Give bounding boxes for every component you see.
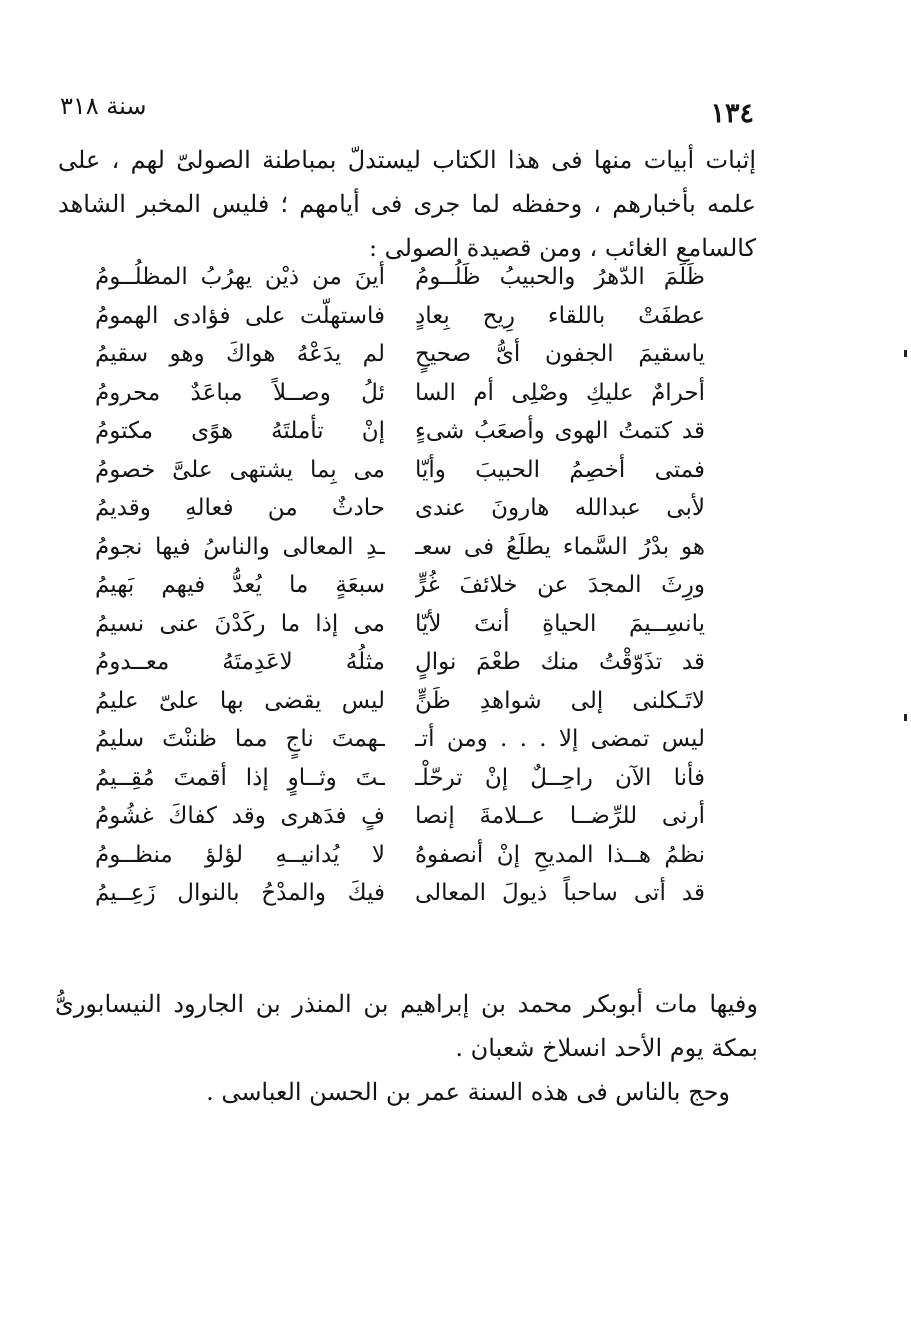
verse-second-hemistich: فاستهلّت على فؤادى الهمومُ [95,302,385,329]
verse-first-hemistich: أرنى للرِّضــا عــلامةَ إنصا [415,803,705,829]
page-header [60,90,760,130]
verse-first-hemistich: ليس تمضى إلا . . . ومن أتـ [415,726,705,752]
poem-verse [95,258,705,297]
poem-verse [95,451,705,490]
poem-verse [95,836,705,875]
verse-first-hemistich: ورِثَ المجدَ عن خلائفَ غُرٍّ [415,572,705,598]
running-head-year: سنة ٣١٨ [60,92,147,120]
verse-first-hemistich: قد تذَوّقْتُ منك طعْمَ نوالٍ [415,649,705,675]
verse-second-hemistich: ئلُ وصــلاً مباعَدٌ محرومُ [95,379,385,406]
verse-second-hemistich: ـتَ وثــاوٍ إذا أقمتَ مُقِــيمُ [95,764,385,791]
poem-verse [95,297,705,336]
verse-second-hemistich: فٍ فدَهرى وقد كفاكَ غشُومُ [95,803,385,829]
verse-first-hemistich: نظمُ هــذا المديحِ إنْ أنصفوهُ [415,841,705,868]
verse-second-hemistich: فيكَ والمدْحُ بالنوال زَعِــيمُ [95,880,385,906]
verse-first-hemistich: قد كتمتُ الهوى وأصعَبُ شىءٍ [415,418,705,444]
poem-verse [95,528,705,567]
verse-second-hemistich: ـهمتَ ناجٍ مما ظننْتَ سليمُ [95,726,385,752]
poem-verse [95,874,705,913]
verse-first-hemistich: يانسِــيمَ الحياةِ أنتَ لأيّا [415,610,705,637]
verse-first-hemistich: لأبى عبدالله هارونَ عندى [415,495,705,521]
poem-verse [95,797,705,836]
verse-second-hemistich: ليس يقضى بها علىّ عليمُ [95,687,385,714]
verse-first-hemistich: قد أتى ساحباً ذيولَ المعالى [415,880,705,906]
poem-verse [95,412,705,451]
verse-first-hemistich: عطفَتْ باللقاء رِيح بِعادٍ [415,302,705,329]
poem-verse [95,335,705,374]
verse-second-hemistich: لا يُدانيــهِ لؤلؤ منظــومُ [95,841,385,868]
poem [95,258,705,913]
verse-second-hemistich: لم يدَعْهُ هواكَ وهو سقيمُ [95,341,385,367]
poem-verse [95,489,705,528]
poem-verse [95,682,705,721]
verse-second-hemistich: مى بِما يشتهى علىَّ خصومُ [95,456,385,483]
verse-first-hemistich: فأنا الآن راحِــلٌ إنْ ترحّلْـ [415,764,705,791]
poem-verse [95,720,705,759]
poem-verse [95,566,705,605]
verse-second-hemistich: أينَ من ذيْن يهرُبُ المظلُــومُ [95,264,385,290]
poem-verse [95,759,705,798]
verse-second-hemistich: مى إذا ما ركَدْنَ عنى نسيمُ [95,610,385,637]
closing-section [55,982,758,1114]
verse-second-hemistich: ـدِ المعالى والناسُ فيها نجومُ [95,533,385,560]
verse-first-hemistich: أحرامٌ عليكِ وصْلِى أم السا [415,379,705,406]
verse-first-hemistich: لاتَـكلنى إلى شواهدِ ظَنٍّ [415,687,705,714]
poem-verse [95,374,705,413]
verse-second-hemistich: مثلُهُ لاعَدِمتَهُ معــدومُ [95,649,385,675]
intro-text: إثبات أبيات منها فى هذا الكتاب ليستدلّ بمباطنة الصولىّ لهم ، على علمه بأخبارهم ، وحفظه لما جرى فى أيامهم ؛ فليس المخبر الشاهد كالسامع الغائب ، ومن قصيدة الصولى : [58,146,756,262]
verse-first-hemistich: ظَلَمَ الدّهرُ والحبيبُ ظَلُــومُ [415,264,705,290]
death-notice-paragraph: وفيها مات أبوبكر محمد بن إبراهيم بن المنذر بن الجارود النيسابورىُّ بمكة يوم الأحد انسلاخ شعبان . [55,990,758,1062]
verse-second-hemistich: إنْ تأملتَهُ هوًى مكتومُ [95,418,385,444]
margin-mark [904,714,907,721]
intro-paragraph [58,138,756,270]
margin-mark [904,350,907,357]
verse-first-hemistich: فمتى أخصِمُ الحبيبَ وأيّا [415,456,705,483]
pilgrimage-paragraph: وحج بالناس فى هذه السنة عمر بن الحسن العباسى . [206,1078,730,1106]
verse-second-hemistich: حادثٌ من فعالهِ وقديمُ [95,495,385,521]
verse-first-hemistich: هو بدْرُ السَّماء يطلَعُ فى سعـ [415,533,705,560]
poem-verse [95,605,705,644]
verse-first-hemistich: ياسقيمَ الجفون أىُّ صحيحٍ [415,341,705,367]
verse-second-hemistich: سبعَةٍ ما يُعدُّ فيهم بَهيمُ [95,572,385,598]
page-number: ١٣٤ [710,98,754,129]
poem-verse [95,643,705,682]
